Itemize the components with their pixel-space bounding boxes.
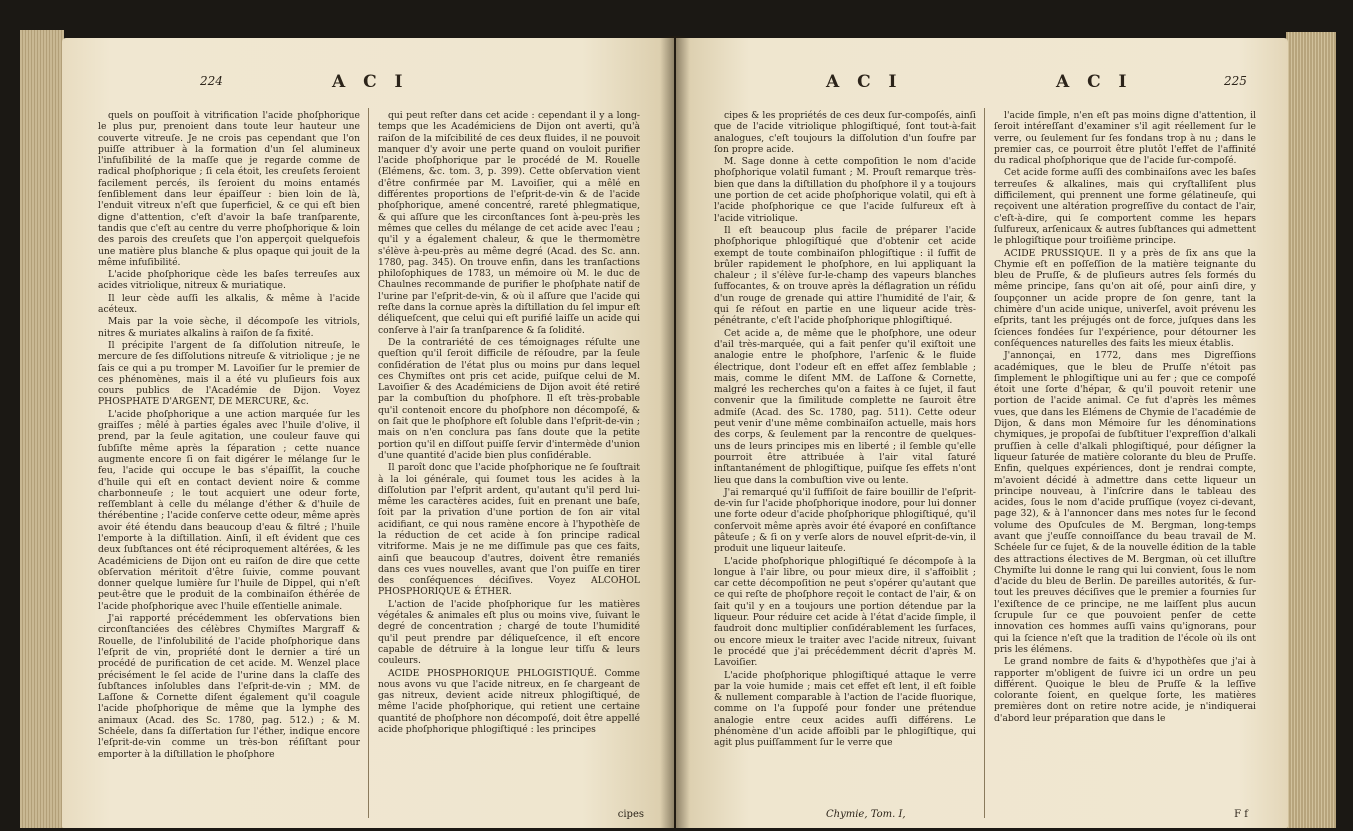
signature-mark: Chymie, Tom. I, <box>826 809 906 820</box>
paragraph: ACIDE PRUSSIQUE. Il y a près de ſix ans que la Chymie eſt en poſſeſſion de la matière teignante du bleu de Pruſſe, & de pluſieurs autres ſels formés du même principe, ſans qu'on ait oſé, pour ainſi dire, y ſoupçonner un acide propre de ſon genre, tant la chimère d'un acide unique, univerſel, avoit prévenu les eſprits, tant les préjugés ont de force, juſques dans les ſciences fondées ſur l'expérience, pour détourner les conſéquences naturelles des faits les mieux établis. <box>994 247 1256 349</box>
paragraph: L'acide phoſphorique a une action marquée ſur les graiſſes ; mêlé à parties égales avec l'huile d'olive, il prend, par la ſeule agitation, une couleur fauve qui ſubſiſte même après la ſéparation ; cette nuance augmente encore ſi on fait digérer le mélange ſur le feu, l'acide qui occupe le bas s'épaiſſit, la couche d'huile qui eſt en contact devient noire & comme charbonneuſe ; le tout acquiert une odeur forte, reſſemblant à celle du mélange d'éther & d'huile de thérébentine ; l'acide conſerve cette odeur, même après avoir été étendu dans beaucoup d'eau & filtré ; l'huile l'emporte à la diſtillation. Ainſi, il eſt évident que ces deux ſubſtances ont été réciproquement altérées, & les Académiciens de Dijon ont eu raiſon de dire que cette obſervation méritoit d'être ſuivie, comme pouvant donner quelque lumière ſur l'huile de Dippel, qui n'eſt peut-être que le produit de la combinaiſon éthérée de l'acide phoſphorique avec l'huile eſſentielle animale. <box>98 408 360 612</box>
right-page-edges <box>1286 32 1336 828</box>
paragraph: Cet acide a, de même que le phoſphore, une odeur d'ail très-marquée, qui a fait penſer qu'il exiſtoit une analogie entre le phoſphore, l'arſenic & le fluide électrique, dont l'odeur eſt en effet aſſez ſemblable ; mais, comme le diſent MM. de Laſſone & Cornette, malgré les recherches qu'on a faites à ce ſujet, il faut convenir que la ſimilitude complette ne ſauroit être admiſe (Acad. des Sc. 1780, pag. 511). Cette odeur peut venir d'une même combinaiſon actuelle, mais hors des corps, & ſeulement par la rencontre de quelques-uns de leurs principes mis en liberté ; il ſemble qu'elle pourroit être attribuée à l'air vital ſaturé inſtantanément de phlogiſtique, puiſque ſes effets n'ont lieu que dans la combuſtion vive ou lente. <box>714 327 976 486</box>
paragraph: Mais par la voie sèche, il décompoſe les vitriols, nitres & muriates alkalins à raiſon de ſa fixité. <box>98 316 360 339</box>
paragraph: ACIDE PHOSPHORIQUE PHLOGISTIQUÉ. Comme nous avons vu que l'acide nitreux, en ſe chargeant de gas nitreux, devient acide nitreux phlogiſtiqué, de même l'acide phoſphorique, qui retient une certaine quantité de phoſphore non décompoſé, doit être appellé acide phoſphorique phlogiſtiqué : les principes <box>378 667 640 736</box>
paragraph: Il précipite l'argent de ſa diſſolution nitreuſe, le mercure de ſes diſſolutions nitreuſe & vitriolique ; je ne ſais ce qui a pu tromper M. Lavoiſier ſur le premier de ces phénomènes, mais il a été vu pluſieurs fois aux cours publics de l'Académie de Dijon. Voyez PHOSPHATE D'ARGENT, DE MERCURE, &c. <box>98 339 360 408</box>
paragraph: L'acide phoſphorique cède les baſes terreuſes aux acides vitriolique, nitreux & muriatique. <box>98 269 360 292</box>
paragraph: Le grand nombre de faits & d'hypothèſes que j'ai à rapporter m'obligent de ſuivre ici un ordre un peu différent. Quoique le bleu de Pruſſe & la leſſive colorante ſoient, en quelque ſorte, les matières premières dont on retire notre acide, je n'indiquerai d'abord leur préparation que dans le <box>994 656 1256 724</box>
paragraph: l'acide ſimple, n'en eſt pas moins digne d'attention, il ſeroit intéreſſant d'examiner s'il agit réellement ſur le verre, ou ſeulement ſur ſes fondans trop à nu ; dans le premier cas, ce pourroit être plutôt l'effet de l'affinité du radical phoſphorique que de l'acide ſur-compoſé. <box>994 110 1256 167</box>
column-rule <box>984 108 985 818</box>
left-column-2 <box>378 110 640 816</box>
column-rule <box>368 108 369 818</box>
paragraph: Il paroît donc que l'acide phoſphorique ne ſe ſouſtrait à la loi générale, qui ſoumet tous les acides à la diſſolution par l'eſprit ardent, qu'autant qu'il perd lui-même les caractères acides, ſuit en prenant une baſe, ſoit par la privation d'une portion de ſon air vital acidifiant, ce qui nous ramène encore à l'hypothèſe de la réduction de cet acide à ſon principe radical vitriforme. Mais je ne me diſſimule pas que ces faits, ainſi que beaucoup d'autres, doivent être remaniés dans ces vues nouvelles, avant que l'on puiſſe en tirer des conſéquences déciſives. Voyez ALCOHOL PHOSPHORIQUE & ÉTHER. <box>378 462 640 598</box>
left-header <box>62 72 674 102</box>
paragraph: quels on pouſſoit à vitrification l'acide phoſphorique le plus pur, prenoient dans toute leur hauteur une couverte vitreuſe. Je ne crois pas cependant que l'on puiſſe attribuer à la formation d'un ſel alumineux l'infuſibilité de la maſſe que je regarde comme de radical phoſphorique ; ſi cela étoit, les creuſets ſeroient facilement percés, ils ſeroient du moins entamés ſenſiblement dans leur épaiſſeur : bien loin de là, l'enduit vitreux n'eſt que ſuperficiel, & ce qui eſt bien digne d'attention, c'eſt d'avoir la baſe tranſparente, tandis que c'eſt au centre du verre phoſphorique & loin des parois des creuſets que l'on apperçoit quelquefois une matière plus blanche & plus opaque qui jouit de la même infuſibilité. <box>98 110 360 268</box>
paragraph: Il leur cède auſſi les alkalis, & même à l'acide acéteux. <box>98 292 360 316</box>
paragraph: Il eſt beaucoup plus facile de préparer l'acide phoſphorique phlogiſtiqué que d'obtenir cet acide exempt de toute combinaiſon phlogiſtique : il ſuffit de brûler rapidement le phoſphore, en lui appliquant la chaleur ; il s'élève ſur-le-champ des vapeurs blanches ſuffocantes, & on trouve après la déflagration un réſidu d'un rouge de grenade qui attire l'humidité de l'air, & qui ſe réſout en partie en une liqueur acide très-pénétrante, c'eſt l'acide phoſphorique phlogiſtiqué. <box>714 224 976 327</box>
right-page <box>676 38 1288 828</box>
right-column-2 <box>994 110 1256 816</box>
left-running-title: A C I <box>332 72 409 92</box>
right-page-number: 225 <box>1224 74 1247 88</box>
paragraph: cipes & les propriétés de ces deux ſur-compoſés, ainſi que de l'acide vitriolique phlogiſtiqué, ſont tout-à-fait analogues, c'eſt toujours la diſſolution d'un ſoufre par ſon propre acide. <box>714 110 976 155</box>
book-gutter <box>660 36 690 828</box>
paragraph: J'ai remarqué qu'il ſuffiſoit de faire bouillir de l'eſprit-de-vin ſur l'acide phoſphorique inodore, pour lui donner une forte odeur d'acide phoſphorique phlogiſtiqué, qu'il conſervoit même après avoir été évaporé en conſiſtance pâteuſe ; & ſi on y verſe alors de nouvel eſprit-de-vin, il produit une liqueur laiteuſe. <box>714 486 976 555</box>
catchword: cipes <box>617 809 644 820</box>
paragraph: qui peut reſter dans cet acide : cependant il y a long-temps que les Académiciens de Dijon ont averti, qu'à raiſon de la miſcibilité de ces deux fluides, il ne pouvoit manquer d'y avoir une perte quand on vouloit purifier l'acide phoſphorique par le procédé de M. Rouelle (Elémens, &c. tom. 3, p. 399). Cette obſervation vient d'être confirmée par M. Lavoiſier, qui a mêlé en différentes proportions de l'eſprit-de-vin & de l'acide phoſphorique, amené concentré, rareté phlegmatique, & qui aſſure que les circonſtances ſont à-peu-près les mêmes que celles du mélange de cet acide avec l'eau ; qu'il y a également chaleur, & que le thermomètre s'élève à-peu-près au même degré (Acad. des Sc. ann. 1780, pag. 345). On trouve enfin, dans les tranſactions philoſophiques de 1783, un mémoire où M. le duc de Chaulnes recommande de purifier le phoſphate natif de l'urine par l'eſprit-de-vin, & où il aſſure que l'acide qui reſte dans la cornue après la diſtillation du ſel impur eſt déliqueſcent, que celui qui eſt purifié laiſſe un acide qui conſerve à l'air ſa tranſparence & ſa ſolidité. <box>378 110 640 336</box>
left-column-1 <box>98 110 360 816</box>
paragraph: M. Sage donne à cette compoſition le nom d'acide phoſphorique volatil fumant ; M. Prouſt remarque très-bien que dans la diſtillation du phoſphore il y a toujours une portion de cet acide phoſphorique volatil, qui eſt à l'acide phoſphorique ce que l'acide ſulfureux eſt à l'acide vitriolique. <box>714 156 976 224</box>
right-header <box>676 72 1288 102</box>
left-page-number: 224 <box>200 74 223 88</box>
left-page <box>62 38 674 828</box>
paragraph: J'ai rapporté précédemment les obſervations bien circonſtanciées des célèbres Chymiſtes Margraff & Rouelle, de l'infolubilité de l'acide phoſphorique dans l'eſprit de vin, propriété dont le dernier a tiré un procédé de purification de cet acide. M. Wenzel place précisément le ſel acide de l'urine dans la claſſe des ſubſtances inſolubles dans l'eſprit-de-vin ; MM. de Laſſone & Cornette diſent également qu'il coagule l'acide phoſphorique de même que la lymphe des animaux (Acad. des Sc. 1780, pag. 512.) ; & M. Schéele, dans ſa diſſertation ſur l'éther, indique encore l'eſprit-de-vin comme un très-bon réſiſtant pour emporter à la diſtillation le phoſphore <box>98 613 360 760</box>
right-running-title-left: A C I <box>826 72 903 92</box>
left-page-edges <box>20 30 64 828</box>
paragraph: L'action de l'acide phoſphorique ſur les matières végétales & animales eſt plus ou moins vive, ſuivant le degré de concentration ; chargé de toute l'humidité qu'il peut prendre par déliqueſcence, il eſt encore capable de détruire à la longue leur tiſſu & leurs couleurs. <box>378 598 640 667</box>
paragraph: Cet acide forme auſſi des combinaiſons avec les baſes terreuſes & alkalines, mais qui cryſtalliſent plus difficilement, qui prennent une forme gélatineuſe, qui reçoivent une altération progreſſive du contact de l'air, c'eſt-à-dire, qui ſe comportent comme les hepars ſulfureux, arſenicaux & autres ſubſtances qui admettent le phlogiſtique pour troiſième principe. <box>994 167 1256 247</box>
paragraph: De la contrariété de ces témoignages réſulte une queſtion qu'il ſeroit difficile de réſoudre, par la ſeule conſidération de l'état plus ou moins pur dans lequel ces Chymiſtes ont pris cet acide, puiſque celui de M. Lavoiſier & des Académiciens de Dijon avoit été retiré par la combuſtion du phoſphore. Il eſt très-probable qu'il contenoit encore du phoſphore non décompoſé, & on ſait que le phoſphore eſt ſoluble dans l'eſprit-de-vin ; mais on n'en conclura pas ſans doute que la petite portion qu'il en diſſout puiſſe ſervir d'intermède d'union d'une quantité d'acide bien plus conſidérable. <box>378 336 640 461</box>
paragraph: J'annonçai, en 1772, dans mes Digreſſions académiques, que le bleu de Pruſſe n'étoit pas ſimplement le phlogiſtique uni au fer ; que ce compoſé étoit une ſorte d'hépar, & qu'il pouvoit retenir une portion de l'acide animal. Ce fut d'après les mêmes vues, que dans les Elémens de Chymie de l'académie de Dijon, & dans mon Mémoire ſur les dénominations chymiques, je propoſai de ſubſtituer l'expreſſion d'alkali pruſſien à celle d'alkali phlogiſtiqué, pour déſigner la liqueur ſaturée de matière colorante du bleu de Pruſſe. Enfin, quelques expériences, dont je rendrai compte, m'avoient décidé à admettre dans cette liqueur un principe nouveau, à l'inſcrire dans le tableau des acides, ſous le nom d'acide pruſſique (voyez ci-devant, page 32), & à l'annoncer dans mes notes ſur le ſecond volume des Opuſcules de M. Bergman, long-temps avant que j'euſſe connoiſſance du beau travail de M. Schéele ſur ce ſujet, & de la nouvelle édition de la table des attractions électives de M. Bergman, où cet illuſtre Chymiſte lui donne le rang qui lui convient, ſous le nom d'acide du bleu de Berlin. De pareilles autorités, & ſur-tout les preuves déciſives que le premier a fournies ſur l'exiſtence de ce principe, ne me laiſſent plus aucun ſcrupule ſur ce que pouvoient penſer de cette innovation ces hommes auſſi vains qu'ignorans, pour qui la ſcience n'eſt que la tradition de l'école où ils ont pris les élémens. <box>994 350 1256 655</box>
paragraph: L'acide phoſphorique phlogiſtiqué ſe décompoſe à la longue à l'air libre, ou pour mieux dire, il s'affoiblit ; car cette décompoſition ne peut s'opérer qu'autant que ce qui reſte de phoſphore reçoit le contact de l'air, & on ſait qu'il y en a toujours une portion détendue par la liqueur. Pour réduire cet acide à l'état d'acide ſimple, il faudroit donc multiplier conſidérablement les ſurfaces, ou encore mieux le traiter avec l'acide nitreux, ſuivant le procédé que j'ai précédemment décrit d'après M. Lavoiſier. <box>714 555 976 669</box>
right-running-title-right: A C I <box>1056 72 1133 92</box>
paragraph: L'acide phoſphorique phlogiſtiqué attaque le verre par la voie humide ; mais cet effet eſt lent, il eſt foible & nullement comparable à l'action de l'acide fluorique, comme on l'a ſuppoſé pour fonder une prétendue analogie entre ceux acides auſſi différens. Le phénomène d'un acide affoibli par le phlogiſtique, qui agit plus puiſſamment ſur le verre que <box>714 669 976 749</box>
right-column-1 <box>714 110 976 816</box>
signature-letter: F f <box>1234 809 1248 820</box>
